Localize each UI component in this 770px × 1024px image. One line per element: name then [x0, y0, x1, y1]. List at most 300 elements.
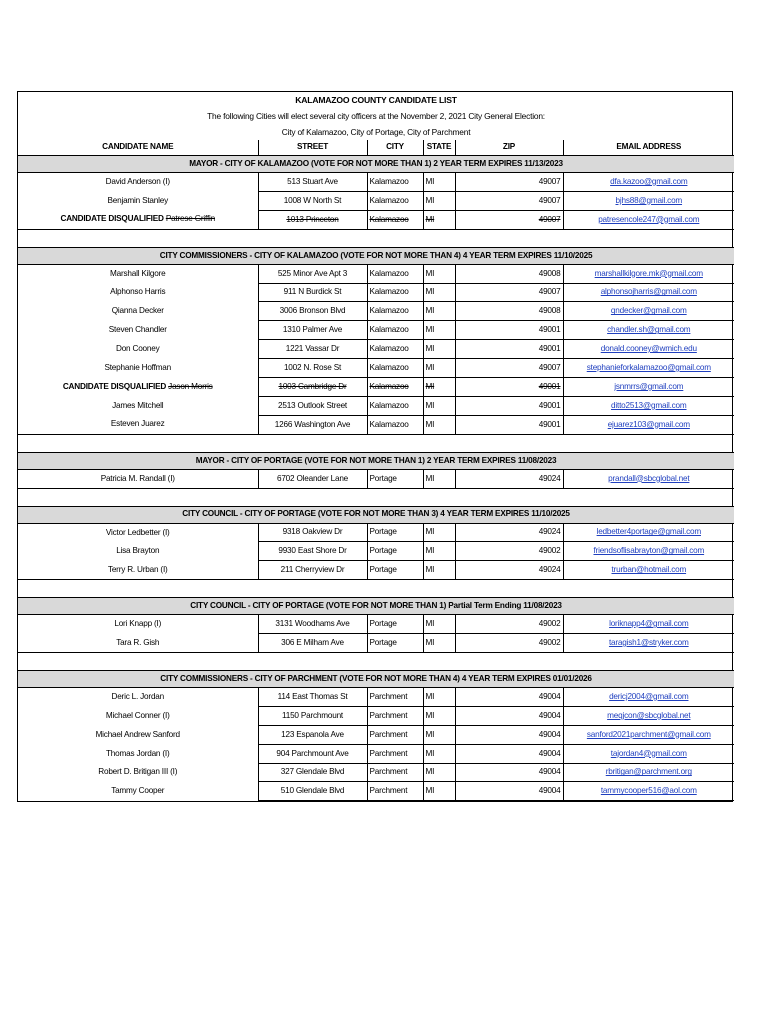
candidate-zip-cell [455, 340, 563, 359]
candidate-email-cell [563, 210, 734, 229]
candidate-email-link[interactable]: qndecker@gmail.com [610, 306, 687, 316]
column-header-city: CITY [367, 140, 423, 156]
candidate-street-cell [258, 634, 367, 653]
candidate-state-cell [423, 378, 455, 397]
candidate-state-cell [423, 340, 455, 359]
candidate-zip: 49024 [538, 527, 561, 537]
candidate-row [18, 725, 734, 744]
candidate-state-cell [423, 302, 455, 321]
section-heading: MAYOR - CITY OF PORTAGE (VOTE FOR NOT MORE THAN 1) 2 YEAR TERM EXPIRES 11/08/2023 [18, 452, 734, 469]
candidate-city: Kalamazoo [369, 362, 409, 372]
candidate-street: 3131 Woodhams Ave [275, 619, 350, 629]
candidate-city: Portage [369, 637, 397, 647]
candidate-name-cell [18, 782, 258, 801]
candidate-email-link[interactable]: taragish1@stryker.com [608, 637, 689, 647]
candidate-zip: 49001 [538, 400, 561, 410]
candidate-name-cell [18, 523, 258, 542]
candidate-row [18, 744, 734, 763]
candidate-city: Parchment [369, 786, 408, 796]
section-heading-row [18, 247, 734, 264]
candidate-zip-cell [455, 725, 563, 744]
candidate-row [18, 264, 734, 283]
candidate-street: 1002 N. Rose St [283, 362, 342, 372]
candidate-zip: 49004 [538, 786, 561, 796]
candidate-name: Alphonso Harris [110, 287, 166, 297]
candidate-street: 1008 W North St [283, 195, 342, 205]
candidate-state: MI [425, 419, 435, 429]
candidate-zip: 49001 [538, 381, 561, 391]
candidate-city: Kalamazoo [369, 176, 409, 186]
candidate-city: Portage [369, 527, 397, 537]
section-spacer [18, 488, 734, 506]
candidate-street: 1003 Cambridge Dr [278, 381, 347, 391]
candidate-email-link[interactable]: friendsoflisabrayton@gmail.com [593, 546, 705, 556]
candidate-city: Kalamazoo [369, 381, 409, 391]
candidate-name: James Mitchell [112, 400, 164, 410]
candidate-city: Parchment [369, 729, 408, 739]
candidate-state-cell [423, 283, 455, 302]
candidate-name: Deric L. Jordan [111, 692, 165, 702]
candidate-name: Michael Andrew Sanford [95, 729, 180, 739]
section-heading-row [18, 506, 734, 523]
candidate-street-cell [258, 378, 367, 397]
candidate-state: MI [425, 619, 435, 629]
candidate-zip: 49008 [538, 306, 561, 316]
candidate-email-link[interactable]: meqjcon@sbcglobal.net [607, 710, 691, 720]
section-spacer [18, 580, 734, 598]
candidate-email-link[interactable]: dericj2004@gmail.com [609, 691, 689, 701]
section-heading-row [18, 156, 734, 173]
candidate-email-cell [563, 634, 734, 653]
candidate-street-cell [258, 359, 367, 378]
candidate-zip-cell [455, 523, 563, 542]
candidate-email-link[interactable]: ditto2513@gmail.com [611, 400, 687, 410]
candidate-email-link[interactable]: marshallkilgore.mk@gmail.com [594, 268, 703, 278]
candidate-email-cell [563, 615, 734, 634]
candidate-street: 1310 Palmer Ave [282, 325, 343, 335]
candidate-street-cell [258, 688, 367, 707]
candidate-street: 327 Glendale Blvd [280, 767, 345, 777]
candidate-name-cell [18, 340, 258, 359]
candidate-email-link[interactable]: alphonsojharris@gmail.com [600, 287, 697, 297]
candidate-state-cell [423, 191, 455, 210]
candidate-state-cell [423, 210, 455, 229]
cities-text: City of Kalamazoo, City of Portage, City of Parchment [281, 126, 471, 137]
candidate-city-cell [367, 744, 423, 763]
candidate-city-cell [367, 542, 423, 561]
section-heading: MAYOR - CITY OF KALAMAZOO (VOTE FOR NOT MORE THAN 1) 2 YEAR TERM EXPIRES 11/13/2023 [18, 156, 734, 173]
candidate-state-cell [423, 359, 455, 378]
candidate-name-cell [18, 763, 258, 782]
candidate-row [18, 615, 734, 634]
candidate-city-cell [367, 725, 423, 744]
candidate-state: MI [425, 195, 435, 205]
candidate-email-cell [563, 378, 734, 397]
candidate-state: MI [425, 381, 435, 391]
spacer-cell [18, 580, 734, 598]
cities-row [18, 124, 734, 140]
candidate-name-cell [18, 302, 258, 321]
candidate-zip: 49001 [538, 325, 561, 335]
candidate-table [18, 92, 734, 801]
candidate-row [18, 359, 734, 378]
candidate-email-link[interactable]: trurban@hotmail.com [611, 565, 687, 575]
candidate-city: Parchment [369, 691, 408, 701]
candidate-street-cell [258, 725, 367, 744]
candidate-row [18, 396, 734, 415]
column-header-street: STREET [258, 140, 367, 156]
candidate-row [18, 340, 734, 359]
candidate-zip: 49001 [538, 344, 561, 354]
candidate-name-cell [18, 615, 258, 634]
candidate-city-cell [367, 340, 423, 359]
candidate-name: Robert D. Britigan III (I) [98, 767, 178, 777]
candidate-email-link[interactable]: patresencole247@gmail.com [598, 214, 700, 224]
candidate-state-cell [423, 173, 455, 192]
candidate-street-cell [258, 340, 367, 359]
candidate-state-cell [423, 615, 455, 634]
candidate-zip-cell [455, 744, 563, 763]
candidate-zip-cell [455, 302, 563, 321]
candidate-email-cell [563, 173, 734, 192]
candidate-name: Victor Ledbetter (I) [105, 527, 170, 537]
candidate-name: Lori Knapp (I) [114, 619, 162, 629]
candidate-state: MI [425, 786, 435, 796]
candidate-name: Patricia M. Randall (I) [100, 473, 175, 483]
candidate-name-cell [18, 561, 258, 580]
candidate-email-link[interactable]: bjhs88@gmail.com [615, 195, 683, 205]
candidate-email-cell [563, 782, 734, 801]
candidate-zip-cell [455, 561, 563, 580]
candidate-street: 2513 Outlook Street [277, 400, 348, 410]
candidate-street: 1150 Parchmount [281, 710, 344, 720]
candidate-city-cell [367, 173, 423, 192]
candidate-state: MI [425, 565, 435, 575]
candidate-name-cell [18, 378, 258, 397]
candidate-city-cell [367, 378, 423, 397]
candidate-email-cell [563, 359, 734, 378]
candidate-street-cell [258, 173, 367, 192]
candidate-email-link[interactable]: donald.cooney@wmich.edu [600, 344, 697, 354]
candidate-row [18, 782, 734, 801]
title-row [18, 92, 734, 108]
section-spacer [18, 229, 734, 247]
column-header-name: CANDIDATE NAME [18, 140, 258, 156]
candidate-city: Kalamazoo [369, 306, 409, 316]
candidate-email-link[interactable]: ledbetter4portage@gmail.com [596, 527, 701, 537]
candidate-street-cell [258, 542, 367, 561]
candidate-email-link[interactable]: prandall@sbcglobal.net [608, 473, 690, 483]
candidate-zip-cell [455, 359, 563, 378]
candidate-zip-cell [455, 396, 563, 415]
candidate-street-cell [258, 191, 367, 210]
candidate-street: 6702 Oleander Lane [276, 473, 349, 483]
candidate-row [18, 302, 734, 321]
candidate-street-cell [258, 561, 367, 580]
candidate-zip: 49002 [538, 637, 561, 647]
candidate-email-link[interactable]: jsnmrrs@gmail.com [614, 381, 684, 391]
candidate-street-cell [258, 782, 367, 801]
candidate-name: Lisa Brayton [116, 546, 160, 556]
candidate-name: Stephanie Hoffman [104, 362, 172, 372]
candidate-name: Benjamin Stanley [107, 195, 169, 205]
candidate-city-cell [367, 210, 423, 229]
candidate-zip: 49024 [538, 473, 561, 483]
candidate-city: Parchment [369, 767, 408, 777]
candidate-name-cell [18, 210, 258, 229]
section-heading-row [18, 452, 734, 469]
candidate-state: MI [425, 306, 435, 316]
candidate-city-cell [367, 763, 423, 782]
candidate-state: MI [425, 748, 435, 758]
candidate-city: Portage [369, 473, 397, 483]
candidate-street: 123 Espanola Ave [281, 729, 344, 739]
candidate-state-cell [423, 763, 455, 782]
candidate-zip-cell [455, 542, 563, 561]
candidate-zip-cell [455, 688, 563, 707]
candidate-street-cell [258, 302, 367, 321]
candidate-name-cell [18, 688, 258, 707]
candidate-street-cell [258, 744, 367, 763]
column-header-state: STATE [423, 140, 455, 156]
spacer-cell [18, 653, 734, 671]
candidate-city-cell [367, 634, 423, 653]
candidate-name-cell [18, 283, 258, 302]
candidate-state: MI [425, 767, 435, 777]
candidate-list-sheet [17, 91, 733, 802]
candidate-city: Kalamazoo [369, 419, 409, 429]
candidate-email-cell [563, 321, 734, 340]
candidate-name-cell [18, 415, 258, 434]
candidate-name: Steven Chandler [108, 325, 167, 335]
candidate-city: Kalamazoo [369, 268, 409, 278]
candidate-email-cell [563, 706, 734, 725]
candidate-state-cell [423, 782, 455, 801]
candidate-street-cell [258, 321, 367, 340]
candidate-zip-cell [455, 173, 563, 192]
candidate-city-cell [367, 782, 423, 801]
candidate-street: 1013 Princeton [286, 214, 339, 224]
candidate-street: 1221 Vassar Dr [285, 344, 340, 354]
section-heading: CITY COMMISSIONERS - CITY OF KALAMAZOO (VOTE FOR NOT MORE THAN 4) 4 YEAR TERM EXPIRES 11/10/2025 [18, 247, 734, 264]
candidate-name-cell [18, 191, 258, 210]
candidate-state: MI [425, 325, 435, 335]
candidate-name: Thomas Jordan (I) [106, 748, 170, 758]
candidate-state-cell [423, 634, 455, 653]
candidate-state: MI [425, 268, 435, 278]
candidate-email-link[interactable]: loriknapp4@gmail.com [609, 619, 689, 629]
candidate-state-cell [423, 542, 455, 561]
candidate-state: MI [425, 729, 435, 739]
candidate-street-cell [258, 396, 367, 415]
candidate-name: Tammy Cooper [111, 786, 165, 796]
candidate-state: MI [425, 214, 435, 224]
candidate-row [18, 634, 734, 653]
candidate-email-cell [563, 264, 734, 283]
candidate-city: Portage [369, 565, 397, 575]
candidate-email-link[interactable]: dfa.kazoo@gmail.com [610, 176, 688, 186]
candidate-zip-cell [455, 469, 563, 488]
candidate-name-cell [18, 321, 258, 340]
candidate-zip-cell [455, 763, 563, 782]
candidate-name-cell [18, 634, 258, 653]
candidate-email-link[interactable]: ejuarez103@gmail.com [607, 419, 690, 429]
candidate-row [18, 561, 734, 580]
candidate-email-link[interactable]: tammycooper516@aol.com [600, 786, 697, 796]
candidate-city-cell [367, 302, 423, 321]
candidate-street: 114 East Thomas St [277, 691, 348, 701]
candidate-row [18, 542, 734, 561]
candidate-city-cell [367, 283, 423, 302]
candidate-state-cell [423, 396, 455, 415]
candidate-row [18, 191, 734, 210]
candidate-street-cell [258, 210, 367, 229]
candidate-state: MI [425, 473, 435, 483]
candidate-name: Marshall Kilgore [110, 268, 166, 278]
candidate-city-cell [367, 561, 423, 580]
candidate-state-cell [423, 264, 455, 283]
candidate-name: Patrese Griffin [165, 214, 215, 224]
candidate-row [18, 321, 734, 340]
candidate-name-cell [18, 542, 258, 561]
candidate-zip: 49007 [538, 362, 561, 372]
candidate-street: 211 Cherryview Dr [280, 565, 345, 575]
candidate-street-cell [258, 706, 367, 725]
candidate-city-cell [367, 523, 423, 542]
candidate-email-cell [563, 523, 734, 542]
candidate-zip-cell [455, 706, 563, 725]
candidate-zip-cell [455, 321, 563, 340]
candidate-city-cell [367, 469, 423, 488]
candidate-state-cell [423, 561, 455, 580]
candidate-street: 9318 Oakview Dr [282, 527, 343, 537]
candidate-city-cell [367, 359, 423, 378]
candidate-zip: 49001 [538, 419, 561, 429]
candidate-zip: 49007 [538, 176, 561, 186]
candidate-street: 911 N Burdick St [283, 287, 342, 297]
candidate-email-cell [563, 725, 734, 744]
candidate-state: MI [425, 287, 435, 297]
candidate-name-cell [18, 396, 258, 415]
candidate-street-cell [258, 615, 367, 634]
candidate-name-cell [18, 744, 258, 763]
candidate-state-cell [423, 744, 455, 763]
section-spacer [18, 434, 734, 452]
candidate-email-link[interactable]: rbritigan@parchment.org [605, 767, 692, 777]
candidate-city-cell [367, 264, 423, 283]
candidate-email-link[interactable]: sanford2021parchment@gmail.com [586, 729, 711, 739]
candidate-zip-cell [455, 378, 563, 397]
candidate-zip: 49004 [538, 710, 561, 720]
candidate-state: MI [425, 546, 435, 556]
section-heading: CITY COUNCIL - CITY OF PORTAGE (VOTE FOR NOT MORE THAN 3) 4 YEAR TERM EXPIRES 11/10/2025 [18, 506, 734, 523]
candidate-zip: 49002 [538, 619, 561, 629]
candidate-email-cell [563, 415, 734, 434]
candidate-zip-cell [455, 782, 563, 801]
column-header-row [18, 140, 734, 156]
candidate-email-cell [563, 396, 734, 415]
candidate-row [18, 210, 734, 229]
candidate-zip-cell [455, 264, 563, 283]
candidate-email-link[interactable]: stephanieforkalamazoo@gmail.com [586, 362, 711, 372]
candidate-name-cell [18, 725, 258, 744]
candidate-name-cell [18, 173, 258, 192]
candidate-street: 513 Stuart Ave [287, 176, 338, 186]
candidate-zip: 49007 [538, 214, 561, 224]
candidate-street-cell [258, 415, 367, 434]
candidate-name: Terry R. Urban (I) [107, 564, 168, 574]
candidate-city-cell [367, 396, 423, 415]
candidate-zip-cell [455, 634, 563, 653]
candidate-row [18, 763, 734, 782]
spacer-cell [18, 229, 734, 247]
candidate-city: Kalamazoo [369, 400, 409, 410]
spacer-cell [18, 488, 734, 506]
candidate-zip: 49024 [538, 565, 561, 575]
candidate-city-cell [367, 415, 423, 434]
candidate-email-cell [563, 469, 734, 488]
spacer-cell [18, 434, 734, 452]
candidate-zip: 49007 [538, 195, 561, 205]
candidate-city: Parchment [369, 748, 408, 758]
disqualified-label: CANDIDATE DISQUALIFIED [62, 381, 167, 391]
candidate-state: MI [425, 527, 435, 537]
candidate-name: Qianna Decker [111, 306, 164, 316]
candidate-street: 306 E Milham Ave [281, 637, 344, 647]
candidate-row [18, 523, 734, 542]
candidate-city-cell [367, 688, 423, 707]
candidate-state-cell [423, 725, 455, 744]
candidate-city-cell [367, 706, 423, 725]
document-title: KALAMAZOO COUNTY CANDIDATE LIST [295, 94, 457, 105]
candidate-street-cell [258, 264, 367, 283]
candidate-city-cell [367, 321, 423, 340]
candidate-street: 3006 Bronson Blvd [279, 306, 346, 316]
candidate-zip-cell [455, 415, 563, 434]
candidate-name: Don Cooney [115, 344, 160, 354]
candidate-name: Tara R. Gish [116, 637, 160, 647]
candidate-street: 510 Glendale Blvd [280, 786, 345, 796]
candidate-city-cell [367, 615, 423, 634]
candidate-street: 904 Parchmount Ave [276, 748, 349, 758]
candidate-email-cell [563, 561, 734, 580]
column-header-email: EMAIL ADDRESS [563, 140, 734, 156]
column-header-zip: ZIP [455, 140, 563, 156]
candidate-street-cell [258, 283, 367, 302]
candidate-state-cell [423, 523, 455, 542]
candidate-email-cell [563, 542, 734, 561]
section-heading: CITY COUNCIL - CITY OF PORTAGE (VOTE FOR NOT MORE THAN 1) Partial Term Ending 11/08/2023 [18, 598, 734, 615]
candidate-city: Parchment [369, 710, 408, 720]
candidate-zip-cell [455, 210, 563, 229]
intro-text: The following Cities will elect several city officers at the November 2, 2021 City General Election: [207, 110, 545, 121]
candidate-name-cell [18, 706, 258, 725]
candidate-street-cell [258, 469, 367, 488]
candidate-state: MI [425, 344, 435, 354]
candidate-zip-cell [455, 283, 563, 302]
candidate-name-cell [18, 264, 258, 283]
candidate-name: Esteven Juarez [110, 419, 165, 429]
candidate-email-link[interactable]: chandler.sh@gmail.com [607, 325, 691, 335]
candidate-email-link[interactable]: tajordan4@gmail.com [610, 748, 687, 758]
candidate-zip: 49002 [538, 546, 561, 556]
candidate-zip: 49004 [538, 767, 561, 777]
candidate-email-cell [563, 763, 734, 782]
candidate-email-cell [563, 302, 734, 321]
candidate-state-cell [423, 469, 455, 488]
candidate-zip: 49008 [538, 268, 561, 278]
intro-row [18, 108, 734, 124]
